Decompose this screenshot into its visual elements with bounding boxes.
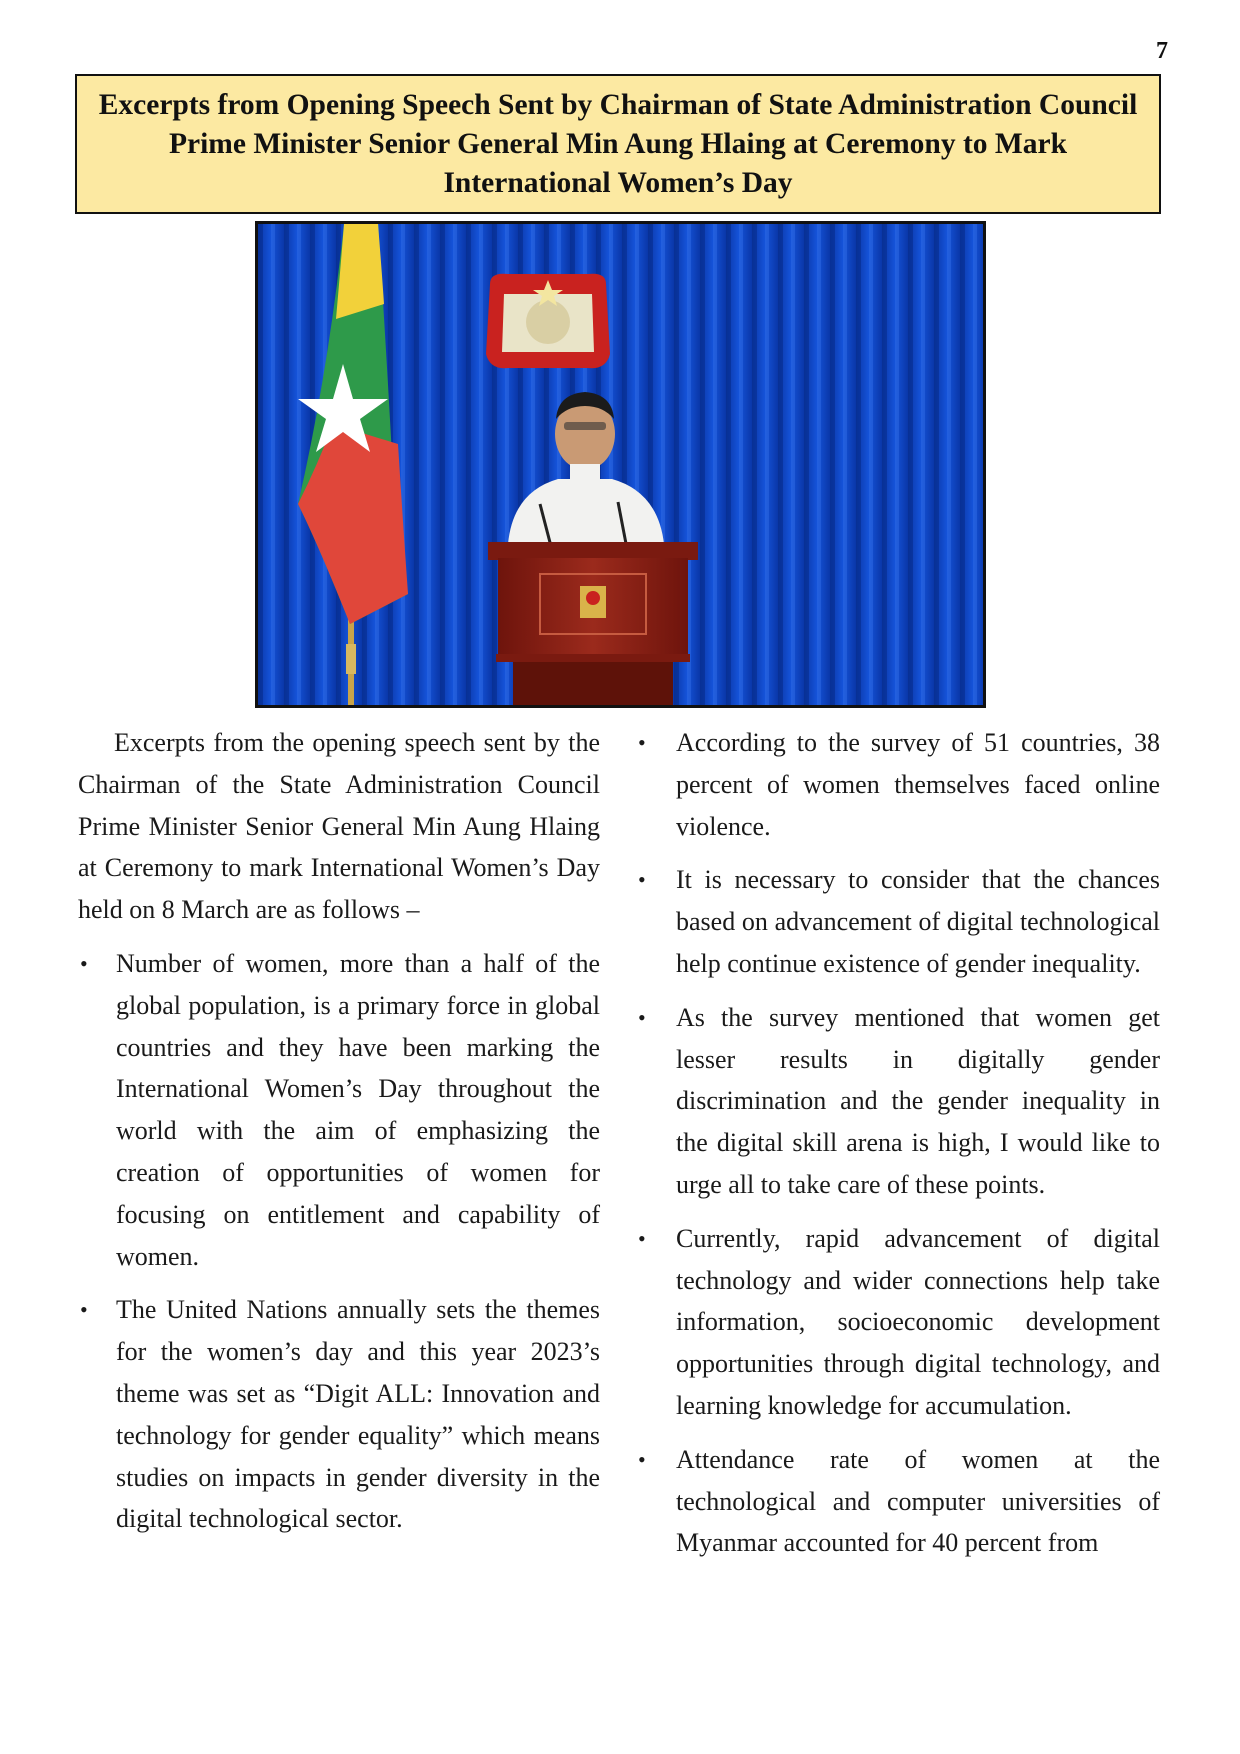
right-bullet-list <box>638 722 1160 1564</box>
list-item <box>78 1289 600 1540</box>
bullet-icon: • <box>638 1446 646 1472</box>
bullet-icon: • <box>638 1225 646 1251</box>
list-item-text: The United Nations annually sets the themes for the women’s day and this year 2023’s theme was set as “Digit ALL: Innovation and technology for gender equality” which means studies on impacts in gender diversity in the digital technological sector. <box>116 1295 600 1534</box>
photo-illustration <box>258 224 983 705</box>
speaker-at-podium-photo <box>255 221 986 708</box>
bullet-icon: • <box>638 730 646 755</box>
page-title: Excerpts from Opening Speech Sent by Chairman of State Administration Council Prime Minister Senior General Min Aung Hlaing at Ceremony to Mark International Women’s Day <box>98 88 1138 199</box>
bullet-icon: • <box>80 950 88 976</box>
state-emblem-icon <box>486 274 610 369</box>
podium <box>488 542 698 705</box>
list-item-text: Attendance rate of women at the technological and computer universities of Myanmar accounted for 40 percent from <box>676 1444 1160 1558</box>
bullet-icon: • <box>638 1004 646 1030</box>
list-item-text: Currently, rapid advancement of digital technology and wider connections help take information, socioeconomic development opportunities through digital technology, and learning knowledge for accumulation. <box>676 1223 1160 1420</box>
list-item <box>638 859 1160 984</box>
list-item-text: Number of women, more than a half of the global population, is a primary force in global countries and they have been marking the International Women’s Day throughout the world with the aim of emphasizing the creation of opportunities of women for focusing on entitlement and capability of women. <box>116 948 600 1271</box>
left-bullet-list <box>78 943 600 1540</box>
list-item <box>638 997 1160 1206</box>
page-number: 7 <box>1156 38 1168 64</box>
intro-paragraph: Excerpts from the opening speech sent by the Chairman of the State Administration Council Prime Minister Senior General Min Aung Hlaing at Ceremony to mark International Women’s Day held on 8 March are as follows – <box>78 728 600 925</box>
right-column <box>638 722 1160 1576</box>
title-box <box>75 74 1161 214</box>
list-item <box>638 1439 1160 1564</box>
left-column <box>78 722 600 1552</box>
list-item <box>638 722 1160 847</box>
list-item-text: It is necessary to consider that the chances based on advancement of digital technological help continue existence of gender inequality. <box>676 865 1160 978</box>
bullet-icon: • <box>80 1297 88 1323</box>
list-item-text: According to the survey of 51 countries, 38 percent of women themselves faced online violence. <box>676 728 1160 841</box>
list-item <box>638 1218 1160 1427</box>
list-item-text: As the survey mentioned that women get lesser results in digitally gender discrimination and the gender inequality in the digital skill arena is high, I would like to urge all to take care of these points. <box>676 1002 1160 1199</box>
list-item <box>78 943 600 1277</box>
bullet-icon: • <box>638 867 646 893</box>
